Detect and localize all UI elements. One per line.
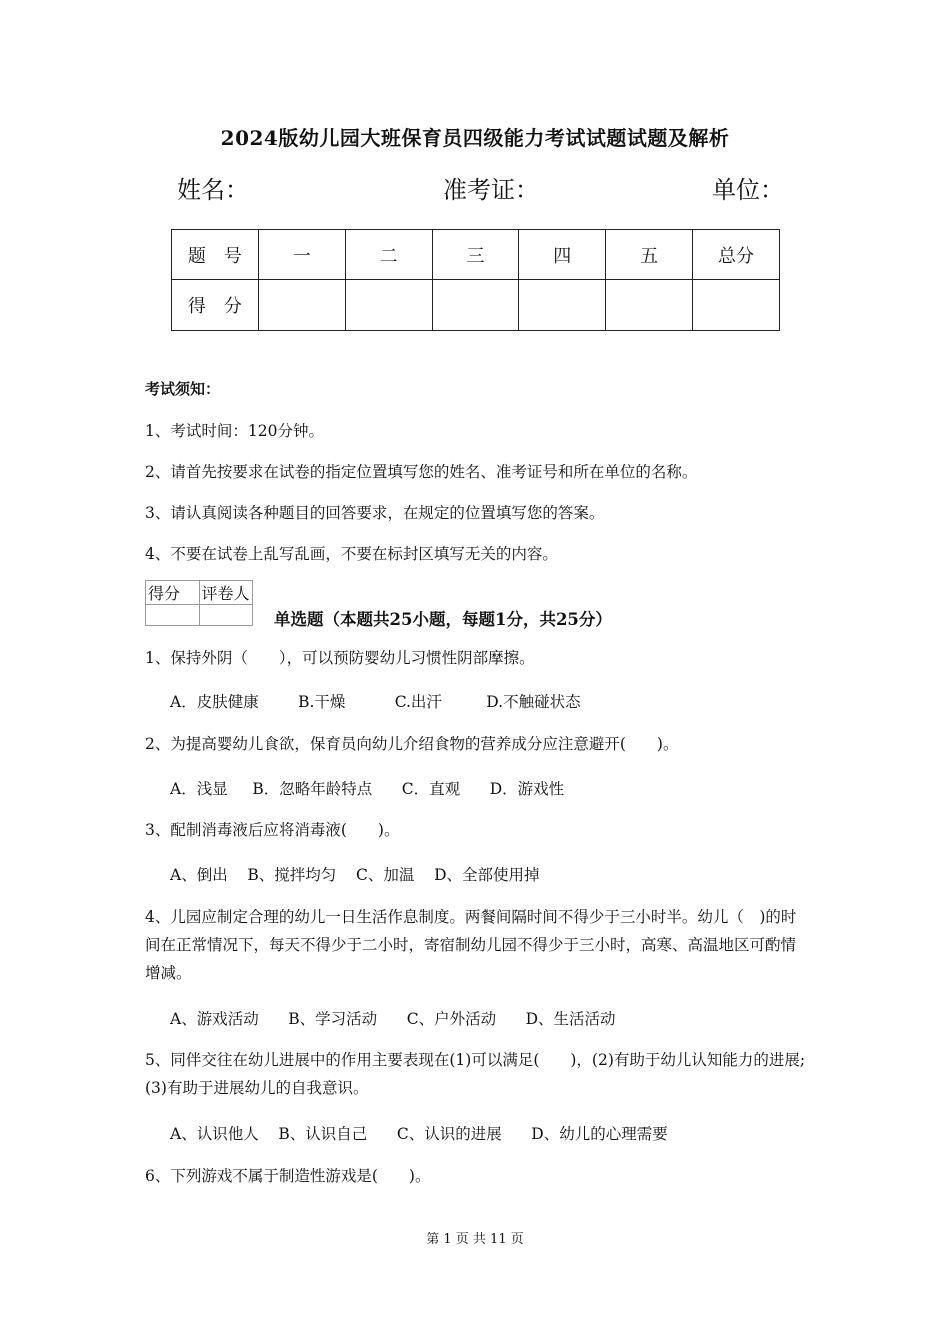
score-table-header-cell: 总分 [693,230,780,280]
score-cell[interactable] [519,280,606,331]
score-table-header-cell: 二 [345,230,432,280]
score-table [171,229,780,331]
score-table-header-cell: 五 [606,230,693,280]
question-stem: 6、下列游戏不属于制造性游戏是( )。 [145,1167,431,1185]
notice-title: 考试须知： [145,380,221,398]
grader-score-label: 得分 [146,581,200,605]
question-options: A．浅显 B．忽略年龄特点 C．直观 D．游戏性 [170,780,565,798]
section-title: 单选题（本题共25小题，每题1分，共25分） [274,610,612,629]
score-table-header-cell: 题 号 [172,230,259,280]
score-table-header-cell: 三 [432,230,519,280]
name-field-label: 姓名： [177,176,249,204]
score-cell[interactable] [606,280,693,331]
unit-field-label: 单位： [712,176,784,204]
score-cell[interactable] [345,280,432,331]
grader-score-cell[interactable] [146,605,200,626]
notice-item: 1、考试时间：120分钟。 [145,422,324,440]
question-options: A．皮肤健康 B.干燥 C.出汗 D.不触碰状态 [170,693,581,711]
question-stem: 1、保持外阴（ ），可以预防婴幼儿习惯性阴部摩擦。 [145,649,535,667]
notice-item: 2、请首先按要求在试卷的指定位置填写您的姓名、准考证号和所在单位的名称。 [145,463,698,481]
grader-blank-row [146,605,253,626]
question-stem: 5、同伴交往在幼儿进展中的作用主要表现在(1)可以满足( )，(2)有助于幼儿认知能力的进展;(3)有助于进展幼儿的自我意识。 [145,1051,806,1097]
score-table-header-cell: 一 [258,230,345,280]
score-cell[interactable] [693,280,780,331]
score-cell[interactable] [432,280,519,331]
question-stem: 3、配制消毒液后应将消毒液( )。 [145,821,400,839]
notice-item: 3、请认真阅读各种题目的回答要求，在规定的位置填写您的答案。 [145,504,605,522]
score-cell[interactable] [258,280,345,331]
question-stem: 2、为提高婴幼儿食欲，保育员向幼儿介绍食物的营养成分应注意避开( )。 [145,735,679,753]
page-title: 2024版幼儿园大班保育员四级能力考试试题试题及解析 [220,126,730,150]
grader-reviewer-label: 评卷人 [199,581,253,605]
notice-item: 4、不要在试卷上乱写乱画，不要在标封区填写无关的内容。 [145,545,558,563]
question-stem: 4、儿园应制定合理的幼儿一日生活作息制度。两餐间隔时间不得少于三小时半。幼儿（ )的时间在正常情况下，每天不得少于二小时，寄宿制幼儿园不得少于三小时，高寒、高温地区可酌情增减。 [145,908,797,982]
grader-reviewer-cell[interactable] [199,605,253,626]
score-table-header-cell: 四 [519,230,606,280]
question-options: A、游戏活动 B、学习活动 C、户外活动 D、生活活动 [170,1010,616,1028]
score-row-label: 得 分 [172,280,259,331]
page-footer: 第 1 页 共 11 页 [426,1232,524,1247]
score-table-header-row [172,230,780,280]
exam-number-field-label: 准考证： [443,176,539,204]
question-options: A、认识他人 B、认识自己 C、认识的进展 D、幼儿的心理需要 [170,1125,668,1143]
score-table-score-row [172,280,780,331]
question-options: A、倒出 B、搅拌均匀 C、加温 D、全部使用掉 [170,866,540,884]
grader-table [145,580,253,626]
grader-header-row [146,581,253,605]
